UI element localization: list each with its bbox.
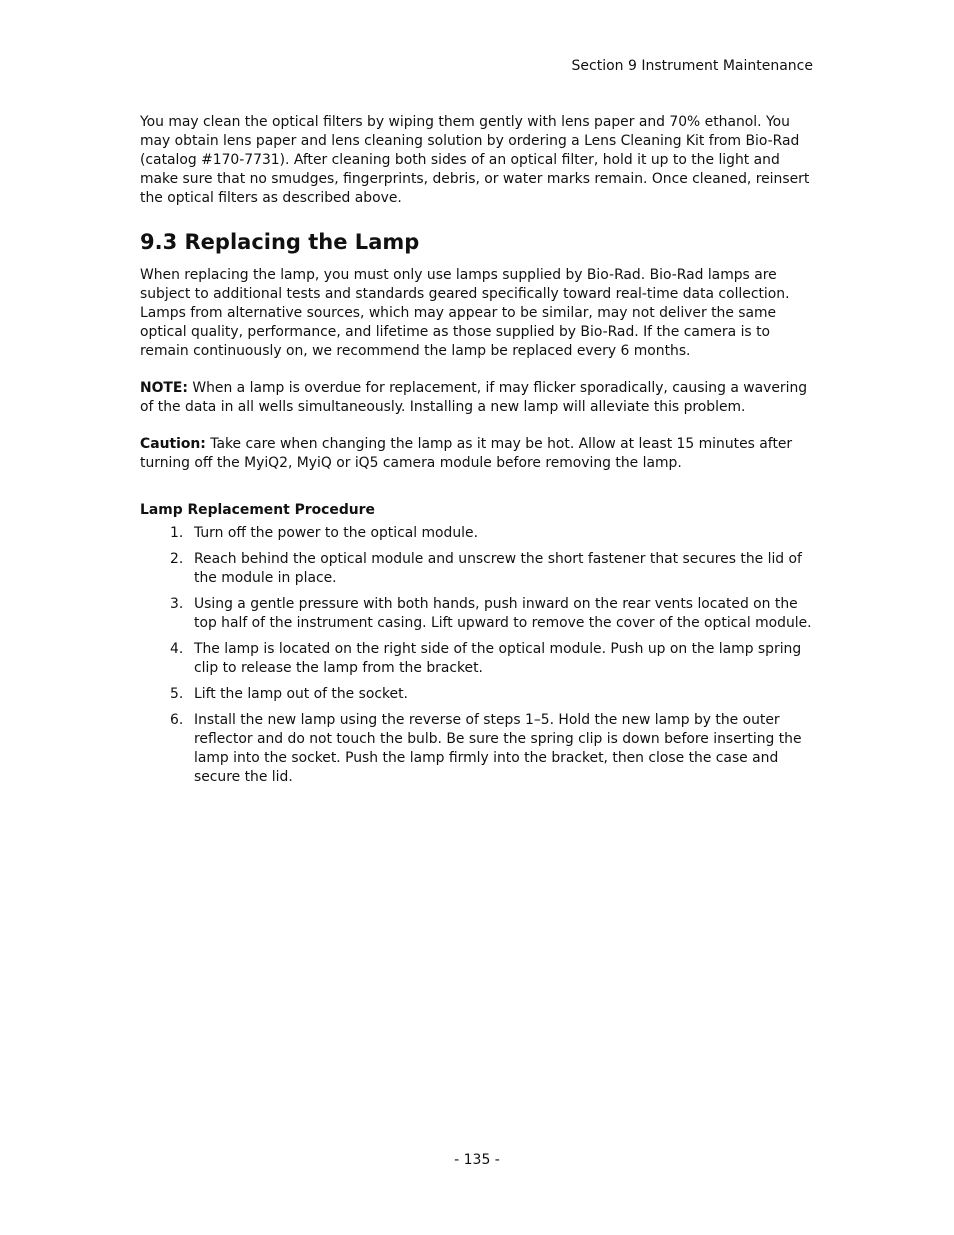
step-text: Turn off the power to the optical module. (194, 525, 478, 541)
section-paragraph: When replacing the lamp, you must only use lamps supplied by Bio-Rad. Bio-Rad lamps are subject to additional tests and standards geared specifically toward real-time data collection. Lamps from alternative sources, which may appear to be similar, may not deliver the same optical quality, performance, and lifetime as those supplied by Bio-Rad. If the camera is to remain continuously on, we recommend the lamp be replaced every 6 months. (140, 267, 790, 359)
list-item (170, 524, 818, 543)
step-text: Install the new lamp using the reverse of steps 1–5. Hold the new lamp by the outer reflector and do not touch the bulb. Be sure the spring clip is down before inserting the lamp into the socket. Push the lamp firmly into the bracket, then close the case and secure the lid. (194, 712, 802, 785)
list-item (170, 685, 818, 704)
note-text: When a lamp is overdue for replacement, if may flicker sporadically, causing a wavering of the data in all wells simultaneously. Installing a new lamp will alleviate this problem. (140, 380, 808, 415)
step-number: 5. (170, 686, 184, 702)
caution-text: Take care when changing the lamp as it may be hot. Allow at least 15 minutes after turning off the MyiQ2, MyiQ or iQ5 camera module before removing the lamp. (140, 436, 793, 471)
list-item (170, 711, 818, 787)
note-label: NOTE: (140, 380, 188, 396)
section-heading: 9.3 Replacing the Lamp (140, 230, 420, 254)
procedure-steps (140, 524, 818, 787)
list-item (170, 640, 818, 678)
step-text: Lift the lamp out of the socket. (194, 686, 408, 702)
caution-paragraph (140, 435, 818, 473)
step-text: The lamp is located on the right side of the optical module. Push up on the lamp spring clip to release the lamp from the bracket. (194, 641, 802, 676)
note-paragraph (140, 379, 818, 417)
step-number: 2. (170, 551, 184, 567)
step-number: 1. (170, 525, 184, 541)
caution-label: Caution: (140, 436, 206, 452)
step-number: 3. (170, 596, 184, 612)
procedure-heading: Lamp Replacement Procedure (140, 502, 375, 518)
step-number: 6. (170, 712, 184, 728)
list-item (170, 550, 818, 588)
page-content (140, 113, 818, 794)
step-text: Reach behind the optical module and unscrew the short fastener that secures the lid of the module in place. (194, 551, 802, 586)
intro-paragraph: You may clean the optical filters by wiping them gently with lens paper and 70% ethanol. You may obtain lens paper and lens cleaning solution by ordering a Lens Cleaning Kit from Bio-Rad (catalog #170-7731). After cleaning both sides of an optical filter, hold it up to the light and make sure that no smudges, fingerprints, debris, or water marks remain. Once cleaned, reinsert the optical filters as described above. (140, 114, 810, 206)
page-number: - 135 - (454, 1152, 500, 1168)
step-text: Using a gentle pressure with both hands, push inward on the rear vents located on the top half of the instrument casing. Lift upward to remove the cover of the optical module. (194, 596, 812, 631)
running-header: Section 9 Instrument Maintenance (571, 58, 813, 74)
list-item (170, 595, 818, 633)
step-number: 4. (170, 641, 184, 657)
